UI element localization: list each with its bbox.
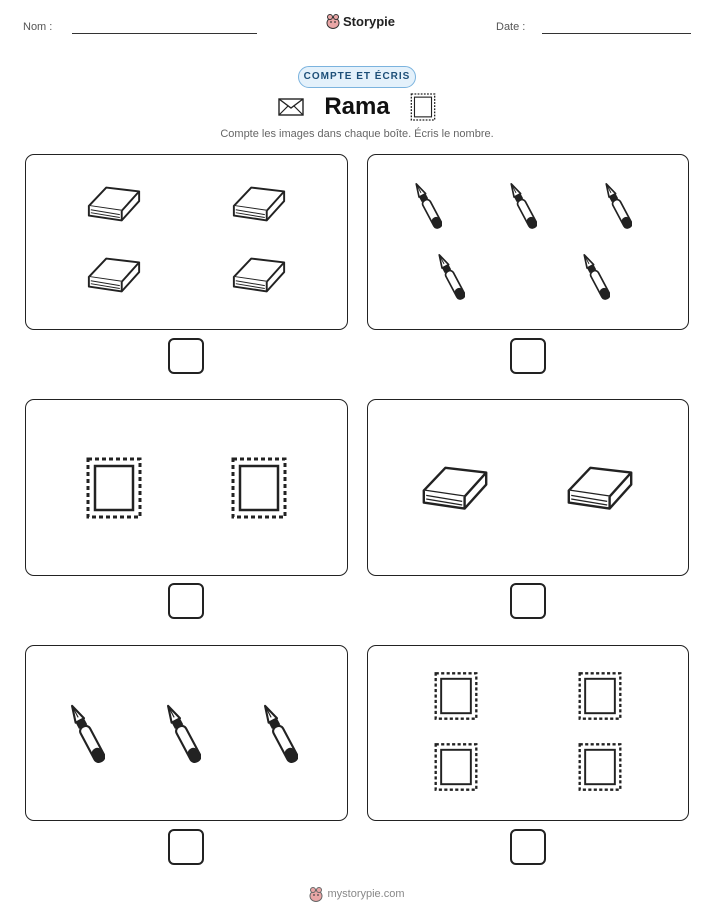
fountain-pen-icon [604,180,632,232]
instructions: Compte les images dans chaque boîte. Écris le nombre. [220,128,494,140]
title-row [0,92,714,122]
stamp-icon [433,671,479,721]
answer-box-2[interactable] [510,338,546,374]
brand-logo [326,13,395,29]
stamp-icon [577,671,623,721]
worksheet-badge: COMPTE ET ÉCRIS [298,66,416,88]
book-icon [230,180,288,226]
worksheet-title: Rama [324,93,390,120]
brand-name: Storypie [343,13,396,29]
answer-box-6[interactable] [510,829,546,865]
mascot-icon [309,886,323,902]
footer [0,886,714,902]
count-box-6 [367,645,689,821]
fountain-pen-icon [262,701,298,767]
fountain-pen-icon [582,251,610,303]
name-label: Nom : [23,21,53,33]
name-line[interactable] [72,33,257,34]
fountain-pen-icon [69,701,105,767]
date-line[interactable] [542,33,691,34]
mascot-icon [326,13,340,29]
stamp-icon [230,456,288,520]
stamp-icon [85,456,143,520]
book-icon [419,454,491,520]
fountain-pen-icon [165,701,201,767]
book-icon [85,251,143,297]
envelope-icon [278,98,304,116]
book-icon [564,454,636,520]
fountain-pen-icon [509,180,537,232]
answer-box-5[interactable] [168,829,204,865]
footer-url[interactable]: mystorypie.com [327,888,405,900]
fountain-pen-icon [437,251,465,303]
stamp-icon [577,742,623,792]
answer-box-1[interactable] [168,338,204,374]
count-box-5 [25,645,348,821]
fountain-pen-icon [414,180,442,232]
count-box-3 [25,399,348,576]
book-icon [230,251,288,297]
stamp-icon [433,742,479,792]
count-box-4 [367,399,689,576]
stamp-icon [410,92,436,122]
count-box-1 [25,154,348,330]
count-box-2 [367,154,689,330]
answer-box-3[interactable] [168,583,204,619]
answer-box-4[interactable] [510,583,546,619]
date-label: Date : [496,21,526,33]
book-icon [85,180,143,226]
